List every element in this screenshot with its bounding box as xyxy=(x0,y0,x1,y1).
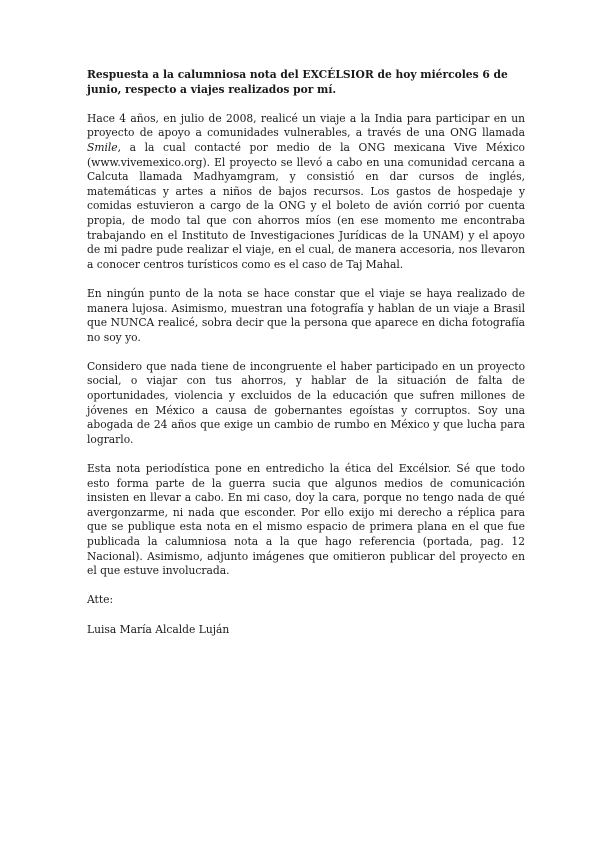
signature-name: Luisa María Alcalde Luján xyxy=(87,622,230,636)
closing-salutation: Atte: xyxy=(87,593,114,607)
ngo-name-emphasis: Smile xyxy=(87,140,118,154)
paragraph-india-trip-end: , a la cual contacté por medio de la ONG mexicana Vive México (www.vivemexico.org). El proyecto se llevó a cabo en una comunidad cercana a Calcuta llamada Madhyamgram, y consistió en dar cursos de inglés, matemáticas y artes a niños de bajos recursos. Los gastos de hospedaje y comidas estuvieron a cargo de la ONG y el boleto de avión corrió por cuenta propia, de modo tal que con ahorros míos (en ese momento me encontraba trabajando en el Instituto de Investigaciones Jurídicas de la UNAM) y el apoyo de mi padre pude realizar el viaje, en el cual, de manera accesoria, nos llevaron a conocer centros turísticos como es el caso de Taj Mahal. xyxy=(87,140,525,271)
document-title: Respuesta a la calumniosa nota del EXCÉLSIOR de hoy miércoles 6 de junio, respecto a viajes realizados por mí. xyxy=(87,68,508,96)
paragraph-social-project: Considero que nada tiene de incongruente el haber participado en un proyecto social, o viajar con tus ahorros, y hablar de la situación de falta de oportunidades, violencia y excluidos de la educación que sufren millones de jóvenes en México a causa de gobernantes egoístas y corruptos. Soy una abogada de 24 años que exige un cambio de rumbo en México y que lucha para lograrlo. xyxy=(87,359,525,446)
document-page xyxy=(87,68,525,637)
paragraph-brazil-denial: En ningún punto de la nota se hace constar que el viaje se haya realizado de manera lujosa. Asimismo, muestran una fotografía y hablan de un viaje a Brasil que NUNCA realicé, sobra decir que la persona que aparece en dicha fotografía no soy yo. xyxy=(87,286,525,344)
paragraph-india-trip xyxy=(87,112,525,273)
paragraph-right-of-reply: Esta nota periodística pone en entredicho la ética del Excélsior. Sé que todo esto forma parte de la guerra sucia que algunos medios de comunicación insisten en llevar a cabo. En mi caso, doy la cara, porque no tengo nada de qué avergonzarme, ni nada que esconder. Por ello exijo mi derecho a réplica para que se publique esta nota en el mismo espacio de primera plana en el que fue publicada la calumniosa nota a la que hago referencia (portada, pag. 12 Nacional). Asimismo, adjunto imágenes que omitieron publicar del proyecto en el que estuve involucrada. xyxy=(87,462,525,578)
paragraph-india-trip-start: Hace 4 años, en julio de 2008, realicé un viaje a la India para participar en un proyecto de apoyo a comunidades vulnerables, a través de una ONG llamada xyxy=(87,111,525,140)
